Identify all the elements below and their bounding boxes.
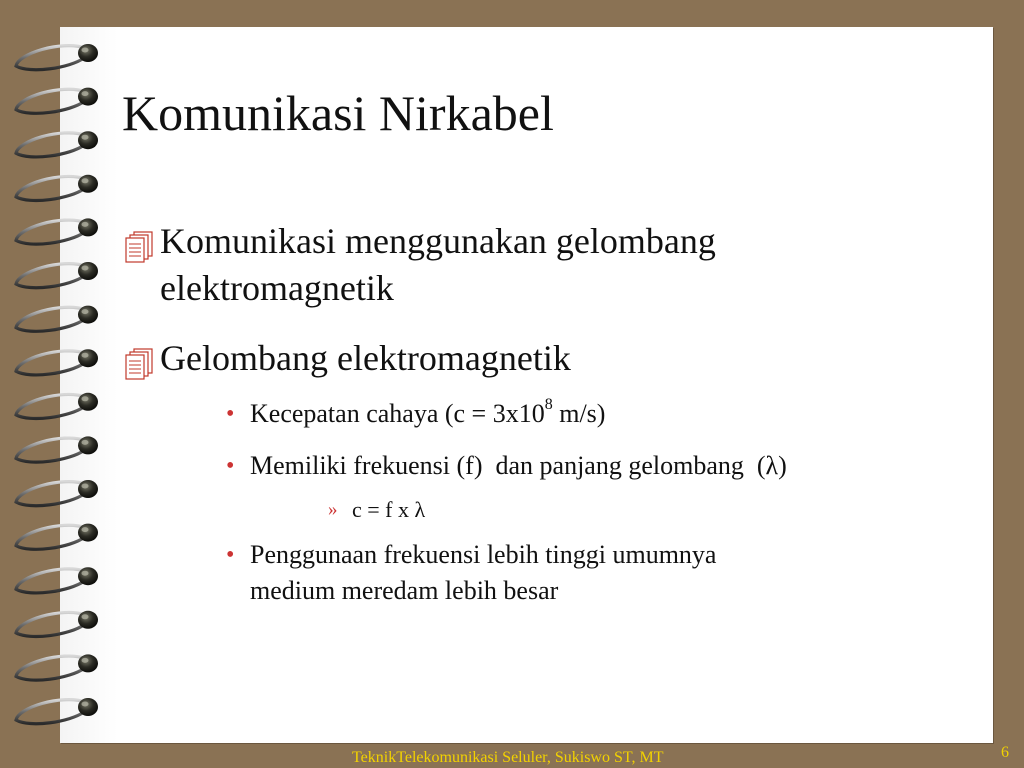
sub-bullet-text: Memiliki frekuensi (f) dan panjang gelombang (λ) — [250, 451, 787, 480]
spiral-ring — [16, 611, 98, 637]
spiral-ring — [16, 88, 98, 114]
exponent: 8 — [544, 396, 553, 414]
slide-title: Komunikasi Nirkabel — [122, 85, 554, 141]
spiral-ring — [16, 175, 98, 201]
spiral-ring — [16, 436, 98, 462]
page-number: 6 — [1001, 744, 1009, 761]
document-stack-icon — [122, 347, 156, 381]
bullet-marker: • — [226, 542, 235, 568]
spiral-ring — [16, 393, 98, 419]
spiral-ring — [16, 44, 98, 70]
spiral-ring — [16, 262, 98, 288]
sub-bullet-text-end: m/s) — [552, 399, 606, 428]
spiral-ring — [16, 480, 98, 506]
spiral-ring — [16, 131, 98, 157]
spiral-ring — [16, 654, 98, 680]
spiral-ring — [16, 349, 98, 375]
footer-text: TeknikTelekomunikasi Seluler, Sukiswo ST, MT — [352, 749, 664, 766]
sub-bullet-text: Kecepatan cahaya (c = 3x10 — [250, 399, 545, 428]
formula-text: c = f x λ — [352, 497, 426, 522]
formula-bullet — [328, 495, 628, 525]
bullet-marker: • — [226, 401, 235, 427]
document-stack-icon — [122, 230, 156, 264]
bullet-text: Gelombang elektromagnetik — [160, 338, 571, 378]
spiral-ring — [16, 524, 98, 550]
spiral-ring — [16, 306, 98, 332]
sub-bullet-kecepatan — [226, 396, 946, 432]
bullet-text-line1: Komunikasi menggunakan gelombang — [160, 221, 716, 261]
spiral-ring — [16, 698, 98, 724]
sub-bullet-text-line1: Penggunaan frekuensi lebih tinggi umumnya — [250, 540, 717, 569]
spiral-binding — [0, 0, 120, 768]
bullet-marker: » — [328, 499, 338, 520]
sub-bullet-text-line2: medium meredam lebih besar — [250, 576, 559, 605]
bullet-gelombang — [122, 335, 922, 382]
sub-bullet-frekuensi — [226, 448, 946, 484]
spiral-ring — [16, 567, 98, 593]
bullet-text-line2: elektromagnetik — [160, 268, 394, 308]
bullet-marker: • — [226, 453, 235, 479]
spiral-ring — [16, 218, 98, 244]
sub-bullet-penggunaan — [226, 537, 946, 609]
bullet-komunikasi — [122, 218, 922, 312]
